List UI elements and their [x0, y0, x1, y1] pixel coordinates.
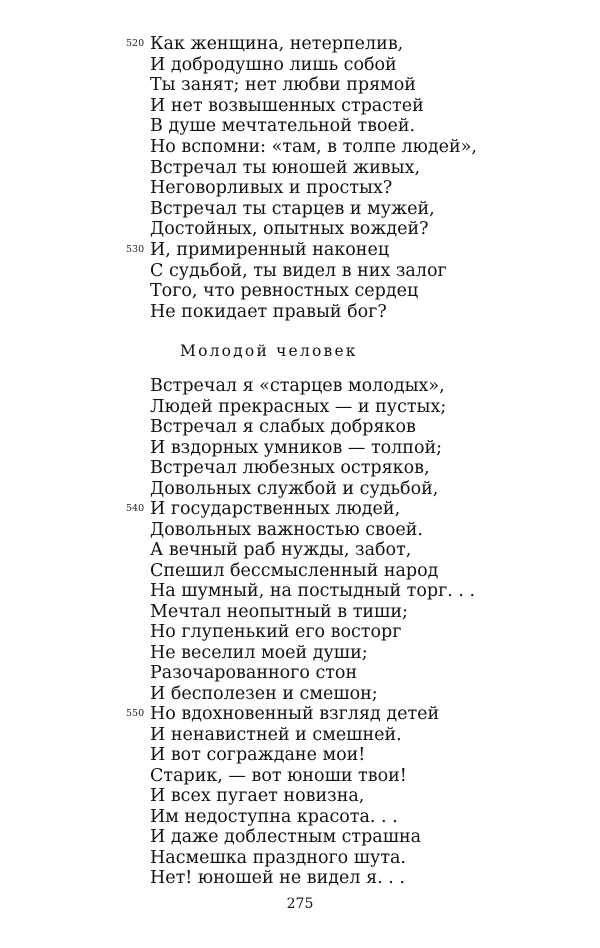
verse-line: [126, 704, 570, 725]
verse-text: Встречал я «старцев молодых»,: [150, 376, 445, 396]
speaker-heading: Молодой человек: [180, 342, 358, 360]
verse-text: Им недоступна красота. . .: [150, 806, 398, 827]
verse-text: И всех пугает новизна,: [150, 786, 365, 806]
verse-line: [126, 499, 570, 520]
verse-text: И государственных людей,: [150, 499, 401, 519]
verse-text: Встречал ты старцев и мужей,: [150, 198, 435, 219]
verse-line: [150, 827, 570, 848]
verse-text: Насмешка праздного шута.: [150, 847, 406, 868]
verse-text: Не веселил моей души;: [150, 642, 368, 663]
page-number: 275: [286, 896, 314, 912]
verse-text: Встречал я слабых добряков: [150, 417, 416, 437]
verse-line: [150, 745, 570, 766]
verse-text: Старик, — вот юноши твои!: [150, 765, 407, 786]
verse-text: На шумный, на постыдный торг. . .: [150, 581, 476, 601]
verse-line: [150, 199, 570, 220]
verse-line: [150, 868, 570, 889]
stanza-2: [126, 376, 570, 889]
verse-line: [150, 458, 570, 479]
verse-line: [150, 602, 570, 623]
verse-text: А вечный раб нужды, забот,: [150, 540, 412, 560]
verse-line: [150, 178, 570, 199]
verse-text: Довольных службой и судьбой,: [150, 478, 439, 499]
verse-line: [150, 766, 570, 787]
verse-line: [150, 116, 570, 137]
verse-line: [150, 261, 570, 282]
verse-text: И добродушно лишь собой: [150, 54, 397, 75]
line-number: 530: [126, 243, 145, 255]
verse-text: Мечтал неопытный в тиши;: [150, 601, 408, 622]
verse-text: И вот сограждане мои!: [150, 745, 366, 765]
verse-text: И бесполезен и смешон;: [150, 683, 378, 704]
verse-text: Достойных, опытных вождей?: [150, 219, 429, 240]
line-number: 540: [126, 503, 145, 514]
verse-line: [150, 520, 570, 541]
verse-text: Неговорливых и простых?: [150, 178, 393, 199]
verse-line: [150, 376, 570, 397]
stanza-1: [126, 34, 570, 322]
verse-text: Спешил бессмысленный народ: [150, 560, 439, 581]
verse-text: Как женщина, нетерпелив,: [150, 34, 404, 54]
verse-line: [150, 622, 570, 643]
verse-text: Разочарованного стон: [150, 663, 358, 683]
verse-text: Но вдохновенный взгляд детей: [150, 704, 440, 724]
verse-line: [150, 55, 570, 76]
verse-text: Встречал любезных остряков,: [150, 458, 430, 478]
verse-line: [126, 34, 570, 55]
verse-line: [150, 302, 570, 323]
verse-line: [150, 786, 570, 807]
line-number: 520: [126, 38, 145, 49]
verse-line: [150, 561, 570, 582]
verse-text: Встречал ты юношей живых,: [150, 157, 421, 178]
verse-line: [150, 479, 570, 500]
verse-line: [126, 239, 570, 261]
verse-line: [150, 75, 570, 96]
verse-line: [150, 725, 570, 746]
verse-line: [150, 158, 570, 179]
verse-text: Но глупенький его восторг: [150, 622, 402, 642]
verse-text: И вздорных умников — толпой;: [150, 437, 443, 458]
line-number: 550: [126, 708, 145, 719]
verse-text: И, примиренный наконец: [150, 239, 390, 260]
verse-text: Довольных важностью своей.: [150, 519, 423, 540]
verse-line: [150, 684, 570, 705]
verse-line: [150, 438, 570, 459]
verse-line: [150, 643, 570, 664]
verse-line: [150, 540, 570, 561]
verse-text: Того, что ревностных сердец: [150, 281, 419, 302]
verse-line: [150, 807, 570, 828]
verse-text: В душе мечтательной твоей.: [150, 116, 416, 137]
verse-text: Людей прекрасных — и пустых;: [150, 396, 447, 417]
verse-text: И даже доблестным страшна: [150, 827, 422, 847]
verse-line: [150, 663, 570, 684]
verse-line: [150, 219, 570, 240]
verse-text: И нет возвышенных страстей: [150, 95, 424, 116]
verse-line: [150, 96, 570, 117]
verse-text: Не покидает правый бог?: [150, 301, 387, 322]
verse-text: И ненавистней и смешней.: [150, 724, 402, 745]
verse-line: [150, 417, 570, 438]
verse-line: [150, 581, 570, 602]
verse-text: Нет! юношей не видел я. . .: [150, 868, 405, 888]
verse-line: [150, 281, 570, 302]
verse-text: Ты занят; нет любви прямой: [150, 75, 416, 96]
verse-line: [150, 137, 570, 158]
verse-text: С судьбой, ты видел в них залог: [150, 260, 447, 281]
verse-text: Но вспомни: «там, в толпе людей»,: [150, 136, 477, 157]
verse-line: [150, 848, 570, 869]
verse-line: [150, 397, 570, 418]
